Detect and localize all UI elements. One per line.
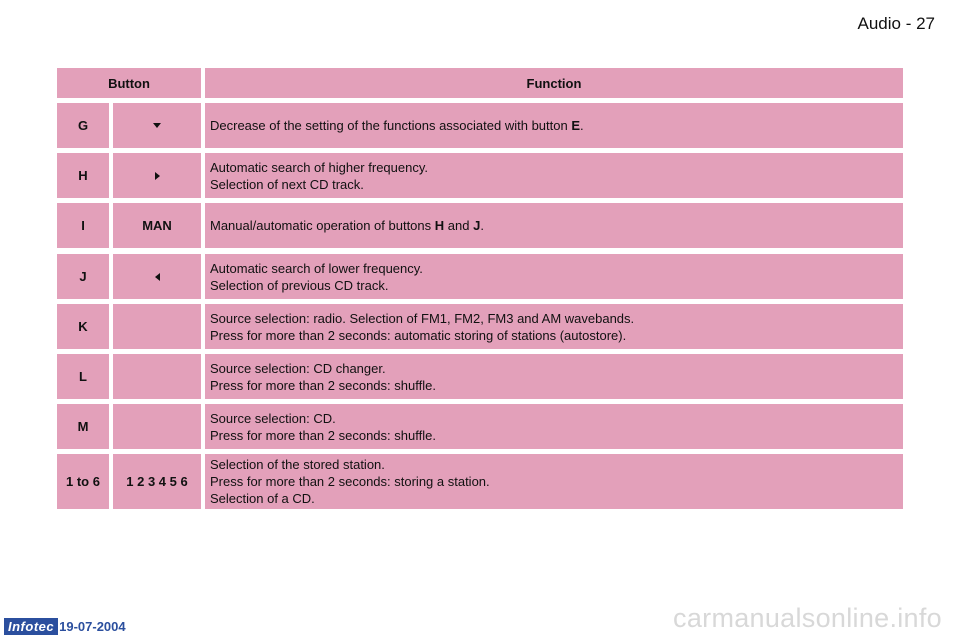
function-text: Automatic search of higher frequency. <box>210 159 428 175</box>
table-row <box>57 153 903 198</box>
button-symbol <box>113 254 201 299</box>
button-letter: K <box>57 304 109 349</box>
table-row <box>57 454 903 509</box>
function-text: Selection of next CD track. <box>210 176 364 192</box>
button-letter: 1 to 6 <box>57 454 109 509</box>
function-description <box>205 153 903 198</box>
column-header-button: Button <box>57 68 201 98</box>
button-letter: I <box>57 203 109 248</box>
button-function-table <box>57 68 903 506</box>
button-symbol <box>113 454 201 509</box>
function-text: Automatic search of lower frequency. <box>210 260 423 276</box>
function-line <box>210 473 903 490</box>
function-description <box>205 304 903 349</box>
function-line <box>210 159 903 176</box>
function-line <box>210 427 903 444</box>
function-text: . <box>480 218 484 233</box>
button-symbol <box>113 354 201 399</box>
column-header-function: Function <box>205 68 903 98</box>
function-line <box>210 377 903 394</box>
watermark: carmanualsonline.info <box>673 603 942 633</box>
table-row <box>57 304 903 349</box>
function-text: Selection of a CD. <box>210 491 315 506</box>
function-text: and <box>444 218 474 233</box>
triangle-down-icon <box>153 123 161 128</box>
function-description <box>205 404 903 449</box>
button-symbol <box>113 103 201 148</box>
function-line <box>210 217 903 234</box>
function-line <box>210 117 903 134</box>
triangle-left-icon <box>155 273 160 281</box>
function-line <box>210 176 903 193</box>
footer-date: 19-07-2004 <box>59 619 126 634</box>
table-row <box>57 404 903 449</box>
table-row <box>57 103 903 148</box>
table-row <box>57 354 903 399</box>
function-text: Press for more than 2 seconds: storing a station. <box>210 474 490 489</box>
table-header-row <box>57 68 903 98</box>
function-text: Press for more than 2 seconds: shuffle. <box>210 427 436 443</box>
table-row <box>57 254 903 299</box>
button-letter: L <box>57 354 109 399</box>
function-line <box>210 456 903 473</box>
function-line <box>210 490 903 507</box>
button-letter: G <box>57 103 109 148</box>
button-symbol <box>113 203 201 248</box>
function-text: Decrease of the setting of the functions associated with button <box>210 118 572 133</box>
function-line <box>210 360 903 377</box>
button-letter: H <box>57 153 109 198</box>
function-text: Selection of previous CD track. <box>210 277 389 293</box>
function-text: Press for more than 2 seconds: automatic storing of stations (autostore). <box>210 327 627 343</box>
function-description <box>205 454 903 509</box>
button-reference: H <box>434 218 445 233</box>
function-text: Selection of the stored station. <box>210 457 385 472</box>
button-letter: M <box>57 404 109 449</box>
button-reference: J <box>473 218 481 233</box>
function-text: Source selection: radio. Selection of FM1, FM2, FM3 and AM wavebands. <box>210 310 635 326</box>
function-line <box>210 260 903 277</box>
footer <box>4 618 126 635</box>
button-reference: E <box>571 118 580 133</box>
function-text: Manual/automatic operation of buttons <box>210 218 435 233</box>
infotec-logo: Infotec <box>4 618 58 635</box>
function-line <box>210 310 903 327</box>
triangle-right-icon <box>155 172 160 180</box>
function-line <box>210 277 903 294</box>
function-text: . <box>580 118 584 133</box>
function-text: Press for more than 2 seconds: shuffle. <box>210 377 436 393</box>
button-symbol <box>113 404 201 449</box>
function-line <box>210 410 903 427</box>
table-row <box>57 203 903 248</box>
function-description <box>205 254 903 299</box>
button-symbol-text: MAN <box>142 218 172 233</box>
button-symbol <box>113 153 201 198</box>
function-description <box>205 203 903 248</box>
function-description <box>205 103 903 148</box>
page-header: Audio - 27 <box>857 14 935 33</box>
button-symbol <box>113 304 201 349</box>
function-text: Source selection: CD changer. <box>210 360 386 376</box>
function-line <box>210 327 903 344</box>
button-symbol-text: 1 2 3 4 5 6 <box>126 474 188 489</box>
button-letter: J <box>57 254 109 299</box>
function-text: Source selection: CD. <box>210 410 336 426</box>
function-description <box>205 354 903 399</box>
